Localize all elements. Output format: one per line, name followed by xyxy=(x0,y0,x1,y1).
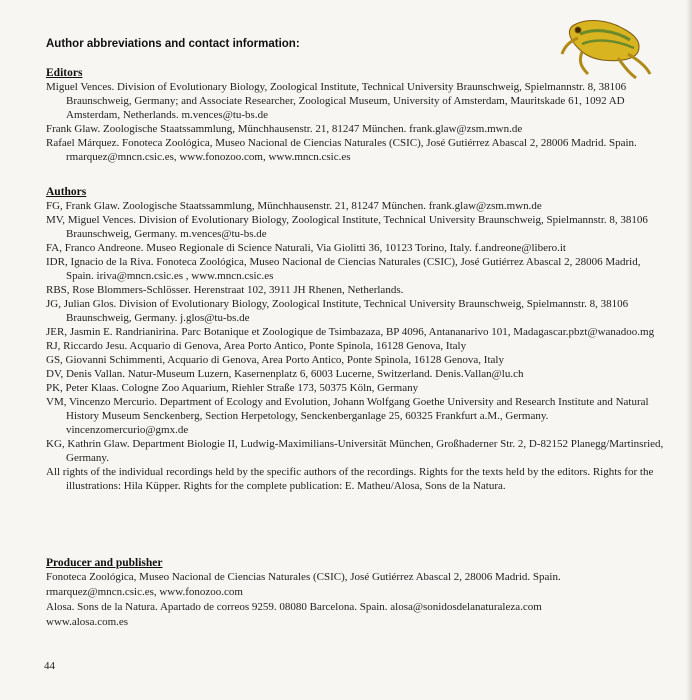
author-entry: FG, Frank Glaw. Zoologische Staatssammlung, Münchhausenstr. 21, 81247 München. frank.glaw@zsm.mwn.de xyxy=(46,200,542,212)
author-entry: GS, Giovanni Schimmenti, Acquario di Genova, Area Porto Antico, Ponte Spinola, 16128 Genova, Italy xyxy=(46,354,504,366)
rights-statement: All rights of the individual recordings held by the specific authors of the recordings. Rights for the texts held by the editors. Rights for the illustrations: Hila Küpper. Rights for the complete publication: E. Matheu/Alosa, Sons de la Natura. xyxy=(46,466,654,492)
author-entry: DV, Denis Vallan. Natur-Museum Luzern, Kasernenplatz 6, 6003 Lucerne, Switzerland. Denis.Vallan@lu.ch xyxy=(46,368,524,380)
author-entry: IDR, Ignacio de la Riva. Fonoteca Zoológica, Museo Nacional de Ciencias Naturales (CSIC), José Gutiérrez Abascal 2, 28006 Madrid, Spain. iriva@mncn.csic.es , www.mncn.csic.es xyxy=(46,256,641,282)
producer-line: www.alosa.com.es xyxy=(46,616,129,628)
editors-title: Editors xyxy=(46,67,83,79)
editors-section xyxy=(26,66,666,164)
author-entry: RJ, Riccardo Jesu. Acquario di Genova, Area Porto Antico, Ponte Spinola, 16128 Genova, Italy xyxy=(46,340,467,352)
producer-section xyxy=(26,556,666,630)
authors-title: Authors xyxy=(46,186,87,198)
author-entry: FA, Franco Andreone. Museo Regionale di Science Naturali, Via Giolitti 36, 10123 Torino, Italy. f.andreone@libero.it xyxy=(46,242,566,254)
page-heading: Author abbreviations and contact information: xyxy=(46,38,300,50)
author-entry: PK, Peter Klaas. Cologne Zoo Aquarium, Riehler Straße 173, 50375 Köln, Germany xyxy=(46,382,419,394)
producer-line: Fonoteca Zoológica, Museo Nacional de Ciencias Naturales (CSIC), José Gutiérrez Abascal 2, 28006 Madrid. Spain. xyxy=(46,571,561,583)
author-entry: MV, Miguel Vences. Division of Evolutionary Biology, Zoological Institute, Technical University Braunschweig, Spielmannstr. 8, 38106 Braunschweig, Germany. m.vences@tu-bs.de xyxy=(46,214,648,240)
author-entry: KG, Kathrin Glaw. Department Biologie II, Ludwig-Maximilians-Universität München, Großhaderner Str. 2, D-82152 Planegg/Martinsried, Germany. xyxy=(46,438,664,464)
author-entry: VM, Vincenzo Mercurio. Department of Ecology and Evolution, Johann Wolfgang Goethe University and Research Institute and Natural History Museum Senckenberg, Section Herpetology, Senckenberganlage 25, 60325 Frankfurt a.M., Germany. vincenzomercurio@gmx.de xyxy=(46,396,649,436)
page-edge-shadow xyxy=(686,0,692,700)
author-entry: JER, Jasmin E. Randrianirina. Parc Botanique et Zoologique de Tsimbazaza, BP 4096, Antananarivo 101, Madagascar.pbzt@wanadoo.mg xyxy=(46,326,655,338)
author-entry: RBS, Rose Blommers-Schlösser. Herenstraat 102, 3911 JH Rhenen, Netherlands. xyxy=(46,284,404,296)
producer-title: Producer and publisher xyxy=(46,557,163,569)
editor-entry: Rafael Márquez. Fonoteca Zoológica, Museo Nacional de Ciencias Naturales (CSIC), José Gutiérrez Abascal 2, 28006 Madrid. Spain. rmarquez@mncn.csic.es, www.fonozoo.com, www.mncn.csic.es xyxy=(46,137,637,163)
producer-line: Alosa. Sons de la Natura. Apartado de correos 9259. 08080 Barcelona. Spain. alosa@sonidosdelanaturaleza.com xyxy=(46,601,542,613)
page-number: 44 xyxy=(44,660,55,672)
editor-entry: Miguel Vences. Division of Evolutionary Biology, Zoological Institute, Technical University Braunschweig, Spielmannstr. 8, 38106 Braunschweig, Germany; and Associate Researcher, Zoological Museum, University of Amsterdam, Mauritskade 61, 1092 AD Amsterdam, Netherlands. m.vences@tu-bs.de xyxy=(46,81,627,121)
editor-entry: Frank Glaw. Zoologische Staatssammlung, Münchhausenstr. 21, 81247 München. frank.glaw@zsm.mwn.de xyxy=(46,123,523,135)
producer-line: rmarquez@mncn.csic.es, www.fonozoo.com xyxy=(46,586,243,598)
authors-section xyxy=(26,185,666,493)
author-entry: JG, Julian Glos. Division of Evolutionary Biology, Zoological Institute, Technical University Braunschweig, Spielmannstr. 8, 38106 Braunschweig, Germany. j.glos@tu-bs.de xyxy=(46,298,629,324)
